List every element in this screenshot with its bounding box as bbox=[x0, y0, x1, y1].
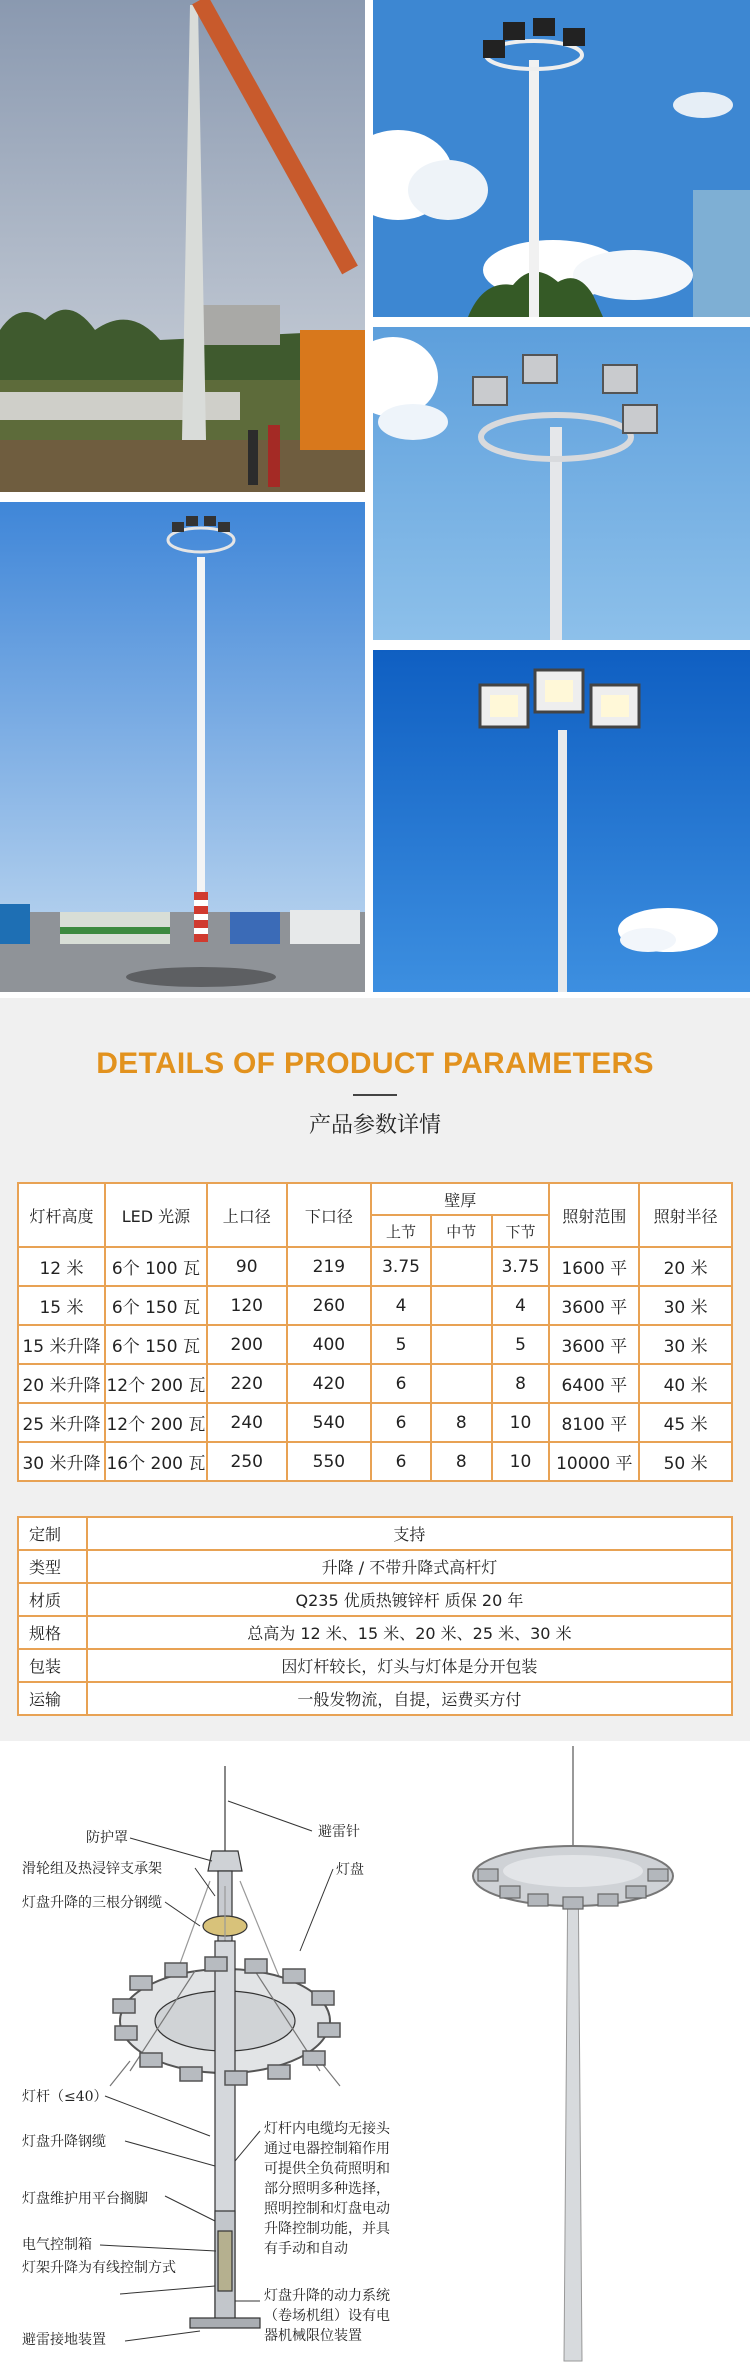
cell-wall-bottom: 4 bbox=[492, 1286, 550, 1325]
header-height: 灯杆高度 bbox=[18, 1183, 105, 1247]
cell-wall-top: 6 bbox=[371, 1442, 431, 1481]
product-parameters-section bbox=[0, 998, 750, 1741]
spec-value: Q235 优质热镀锌杆 质保 20 年 bbox=[87, 1583, 732, 1616]
cell-bottom-diameter: 540 bbox=[287, 1403, 372, 1442]
blue-sky-pole-photo-1 bbox=[373, 0, 750, 317]
cell-top-diameter: 240 bbox=[207, 1403, 287, 1442]
cell-wall-mid bbox=[431, 1286, 492, 1325]
label-grounding: 避雷接地装置 bbox=[22, 2332, 106, 2348]
cell-top-diameter: 200 bbox=[207, 1325, 287, 1364]
cell-led: 6个 100 瓦 bbox=[105, 1247, 207, 1286]
spec-row bbox=[18, 1550, 732, 1583]
cell-led: 16个 200 瓦 bbox=[105, 1442, 207, 1481]
spec-row bbox=[18, 1517, 732, 1550]
header-top-diameter: 上口径 bbox=[207, 1183, 287, 1247]
label-lamp-panel: 灯盘 bbox=[336, 1862, 364, 1878]
label-ropes: 灯盘升降的三根分钢缆 bbox=[22, 1895, 162, 1911]
cell-range: 6400 平 bbox=[549, 1364, 639, 1403]
cell-height: 30 米升降 bbox=[18, 1442, 105, 1481]
cell-led: 12个 200 瓦 bbox=[105, 1403, 207, 1442]
cell-range: 3600 平 bbox=[549, 1325, 639, 1364]
cell-top-diameter: 220 bbox=[207, 1364, 287, 1403]
cell-led: 6个 150 瓦 bbox=[105, 1286, 207, 1325]
header-wall-top: 上节 bbox=[371, 1215, 431, 1247]
label-pole: 灯杆（≤40） bbox=[22, 2089, 108, 2105]
spec-key: 类型 bbox=[18, 1550, 87, 1583]
cell-height: 12 米 bbox=[18, 1247, 105, 1286]
header-wall-mid: 中节 bbox=[431, 1215, 492, 1247]
label-control-box: 电气控制箱 bbox=[22, 2237, 92, 2253]
spec-value: 因灯杆较长，灯头与灯体是分开包装 bbox=[87, 1649, 732, 1682]
cell-bottom-diameter: 260 bbox=[287, 1286, 372, 1325]
cell-range: 1600 平 bbox=[549, 1247, 639, 1286]
table-row bbox=[18, 1403, 732, 1442]
table-row bbox=[18, 1325, 732, 1364]
cell-wall-mid bbox=[431, 1325, 492, 1364]
cell-radius: 30 米 bbox=[639, 1325, 732, 1364]
cell-height: 15 米 bbox=[18, 1286, 105, 1325]
table-row bbox=[18, 1364, 732, 1403]
spec-key: 材质 bbox=[18, 1583, 87, 1616]
cell-bottom-diameter: 420 bbox=[287, 1364, 372, 1403]
note-power: 灯盘升降的动力系统 （卷场机组）设有电 器机械限位装置 bbox=[264, 2288, 390, 2344]
spec-row bbox=[18, 1682, 732, 1715]
cell-wall-bottom: 10 bbox=[492, 1403, 550, 1442]
cell-wall-mid: 8 bbox=[431, 1442, 492, 1481]
cell-bottom-diameter: 400 bbox=[287, 1325, 372, 1364]
parameter-table bbox=[17, 1182, 733, 1482]
cell-led: 12个 200 瓦 bbox=[105, 1364, 207, 1403]
spec-row bbox=[18, 1649, 732, 1682]
header-bottom-diameter: 下口径 bbox=[287, 1183, 372, 1247]
cell-wall-top: 3.75 bbox=[371, 1247, 431, 1286]
label-platform: 灯盘维护用平台搁脚 bbox=[22, 2191, 148, 2207]
cell-radius: 50 米 bbox=[639, 1442, 732, 1481]
spec-row bbox=[18, 1616, 732, 1649]
cell-wall-mid: 8 bbox=[431, 1403, 492, 1442]
crane-install-photo bbox=[0, 0, 365, 492]
cell-wall-top: 6 bbox=[371, 1403, 431, 1442]
spec-key: 定制 bbox=[18, 1517, 87, 1550]
header-radius: 照射半径 bbox=[639, 1183, 732, 1247]
cell-wall-mid bbox=[431, 1247, 492, 1286]
header-wall-bottom: 下节 bbox=[492, 1215, 550, 1247]
label-wired-control: 灯架升降为有线控制方式 bbox=[22, 2260, 176, 2276]
three-lamp-photo bbox=[373, 650, 750, 992]
section-title-cn: 产品参数详情 bbox=[308, 1113, 441, 1138]
cell-wall-bottom: 3.75 bbox=[492, 1247, 550, 1286]
cell-top-diameter: 250 bbox=[207, 1442, 287, 1481]
cell-top-diameter: 90 bbox=[207, 1247, 287, 1286]
cell-wall-top: 4 bbox=[371, 1286, 431, 1325]
header-wall-thickness: 壁厚 bbox=[371, 1183, 549, 1215]
bus-station-photo bbox=[0, 502, 365, 992]
spec-value: 支持 bbox=[87, 1517, 732, 1550]
spec-value: 一般发物流，自提，运费买方付 bbox=[87, 1682, 732, 1715]
cell-range: 8100 平 bbox=[549, 1403, 639, 1442]
table-row bbox=[18, 1247, 732, 1286]
cell-bottom-diameter: 219 bbox=[287, 1247, 372, 1286]
table-row bbox=[18, 1286, 732, 1325]
cell-radius: 30 米 bbox=[639, 1286, 732, 1325]
cell-wall-top: 6 bbox=[371, 1364, 431, 1403]
section-title-en: DETAILS OF PRODUCT PARAMETERS bbox=[96, 1047, 654, 1080]
cell-wall-bottom: 5 bbox=[492, 1325, 550, 1364]
cell-radius: 20 米 bbox=[639, 1247, 732, 1286]
ring-lamp-photo bbox=[373, 327, 750, 640]
spec-value: 总高为 12 米、15 米、20 米、25 米、30 米 bbox=[87, 1616, 732, 1649]
cell-height: 25 米升降 bbox=[18, 1403, 105, 1442]
cell-wall-bottom: 10 bbox=[492, 1442, 550, 1481]
spec-key: 规格 bbox=[18, 1616, 87, 1649]
cell-radius: 45 米 bbox=[639, 1403, 732, 1442]
spec-key: 运输 bbox=[18, 1682, 87, 1715]
cell-range: 10000 平 bbox=[549, 1442, 639, 1481]
cell-led: 6个 150 瓦 bbox=[105, 1325, 207, 1364]
label-lightning-rod: 避雷针 bbox=[318, 1824, 360, 1840]
cell-wall-bottom: 8 bbox=[492, 1364, 550, 1403]
cell-wall-mid bbox=[431, 1364, 492, 1403]
cell-height: 15 米升降 bbox=[18, 1325, 105, 1364]
spec-key: 包装 bbox=[18, 1649, 87, 1682]
label-pulley: 滑轮组及热浸锌支承架 bbox=[22, 1861, 162, 1877]
cell-range: 3600 平 bbox=[549, 1286, 639, 1325]
structure-diagram bbox=[0, 1741, 750, 2379]
label-lift-rope: 灯盘升降钢缆 bbox=[22, 2134, 106, 2150]
spec-table bbox=[17, 1516, 733, 1716]
spec-value: 升降 / 不带升降式高杆灯 bbox=[87, 1550, 732, 1583]
spec-row bbox=[18, 1583, 732, 1616]
title-divider bbox=[353, 1094, 397, 1096]
cell-height: 20 米升降 bbox=[18, 1364, 105, 1403]
cell-wall-top: 5 bbox=[371, 1325, 431, 1364]
cell-bottom-diameter: 550 bbox=[287, 1442, 372, 1481]
cell-radius: 40 米 bbox=[639, 1364, 732, 1403]
note-cable: 灯杆内电缆均无接头 通过电器控制箱作用 可提供全负荷照明和 部分照明多种选择， 照明控制和灯盘电动 升降控制功能，并具 有手动和自动 bbox=[264, 2121, 390, 2257]
cell-top-diameter: 120 bbox=[207, 1286, 287, 1325]
header-range: 照射范围 bbox=[549, 1183, 639, 1247]
label-guard: 防护罩 bbox=[86, 1830, 128, 1846]
header-led: LED 光源 bbox=[105, 1183, 207, 1247]
table-row bbox=[18, 1442, 732, 1481]
